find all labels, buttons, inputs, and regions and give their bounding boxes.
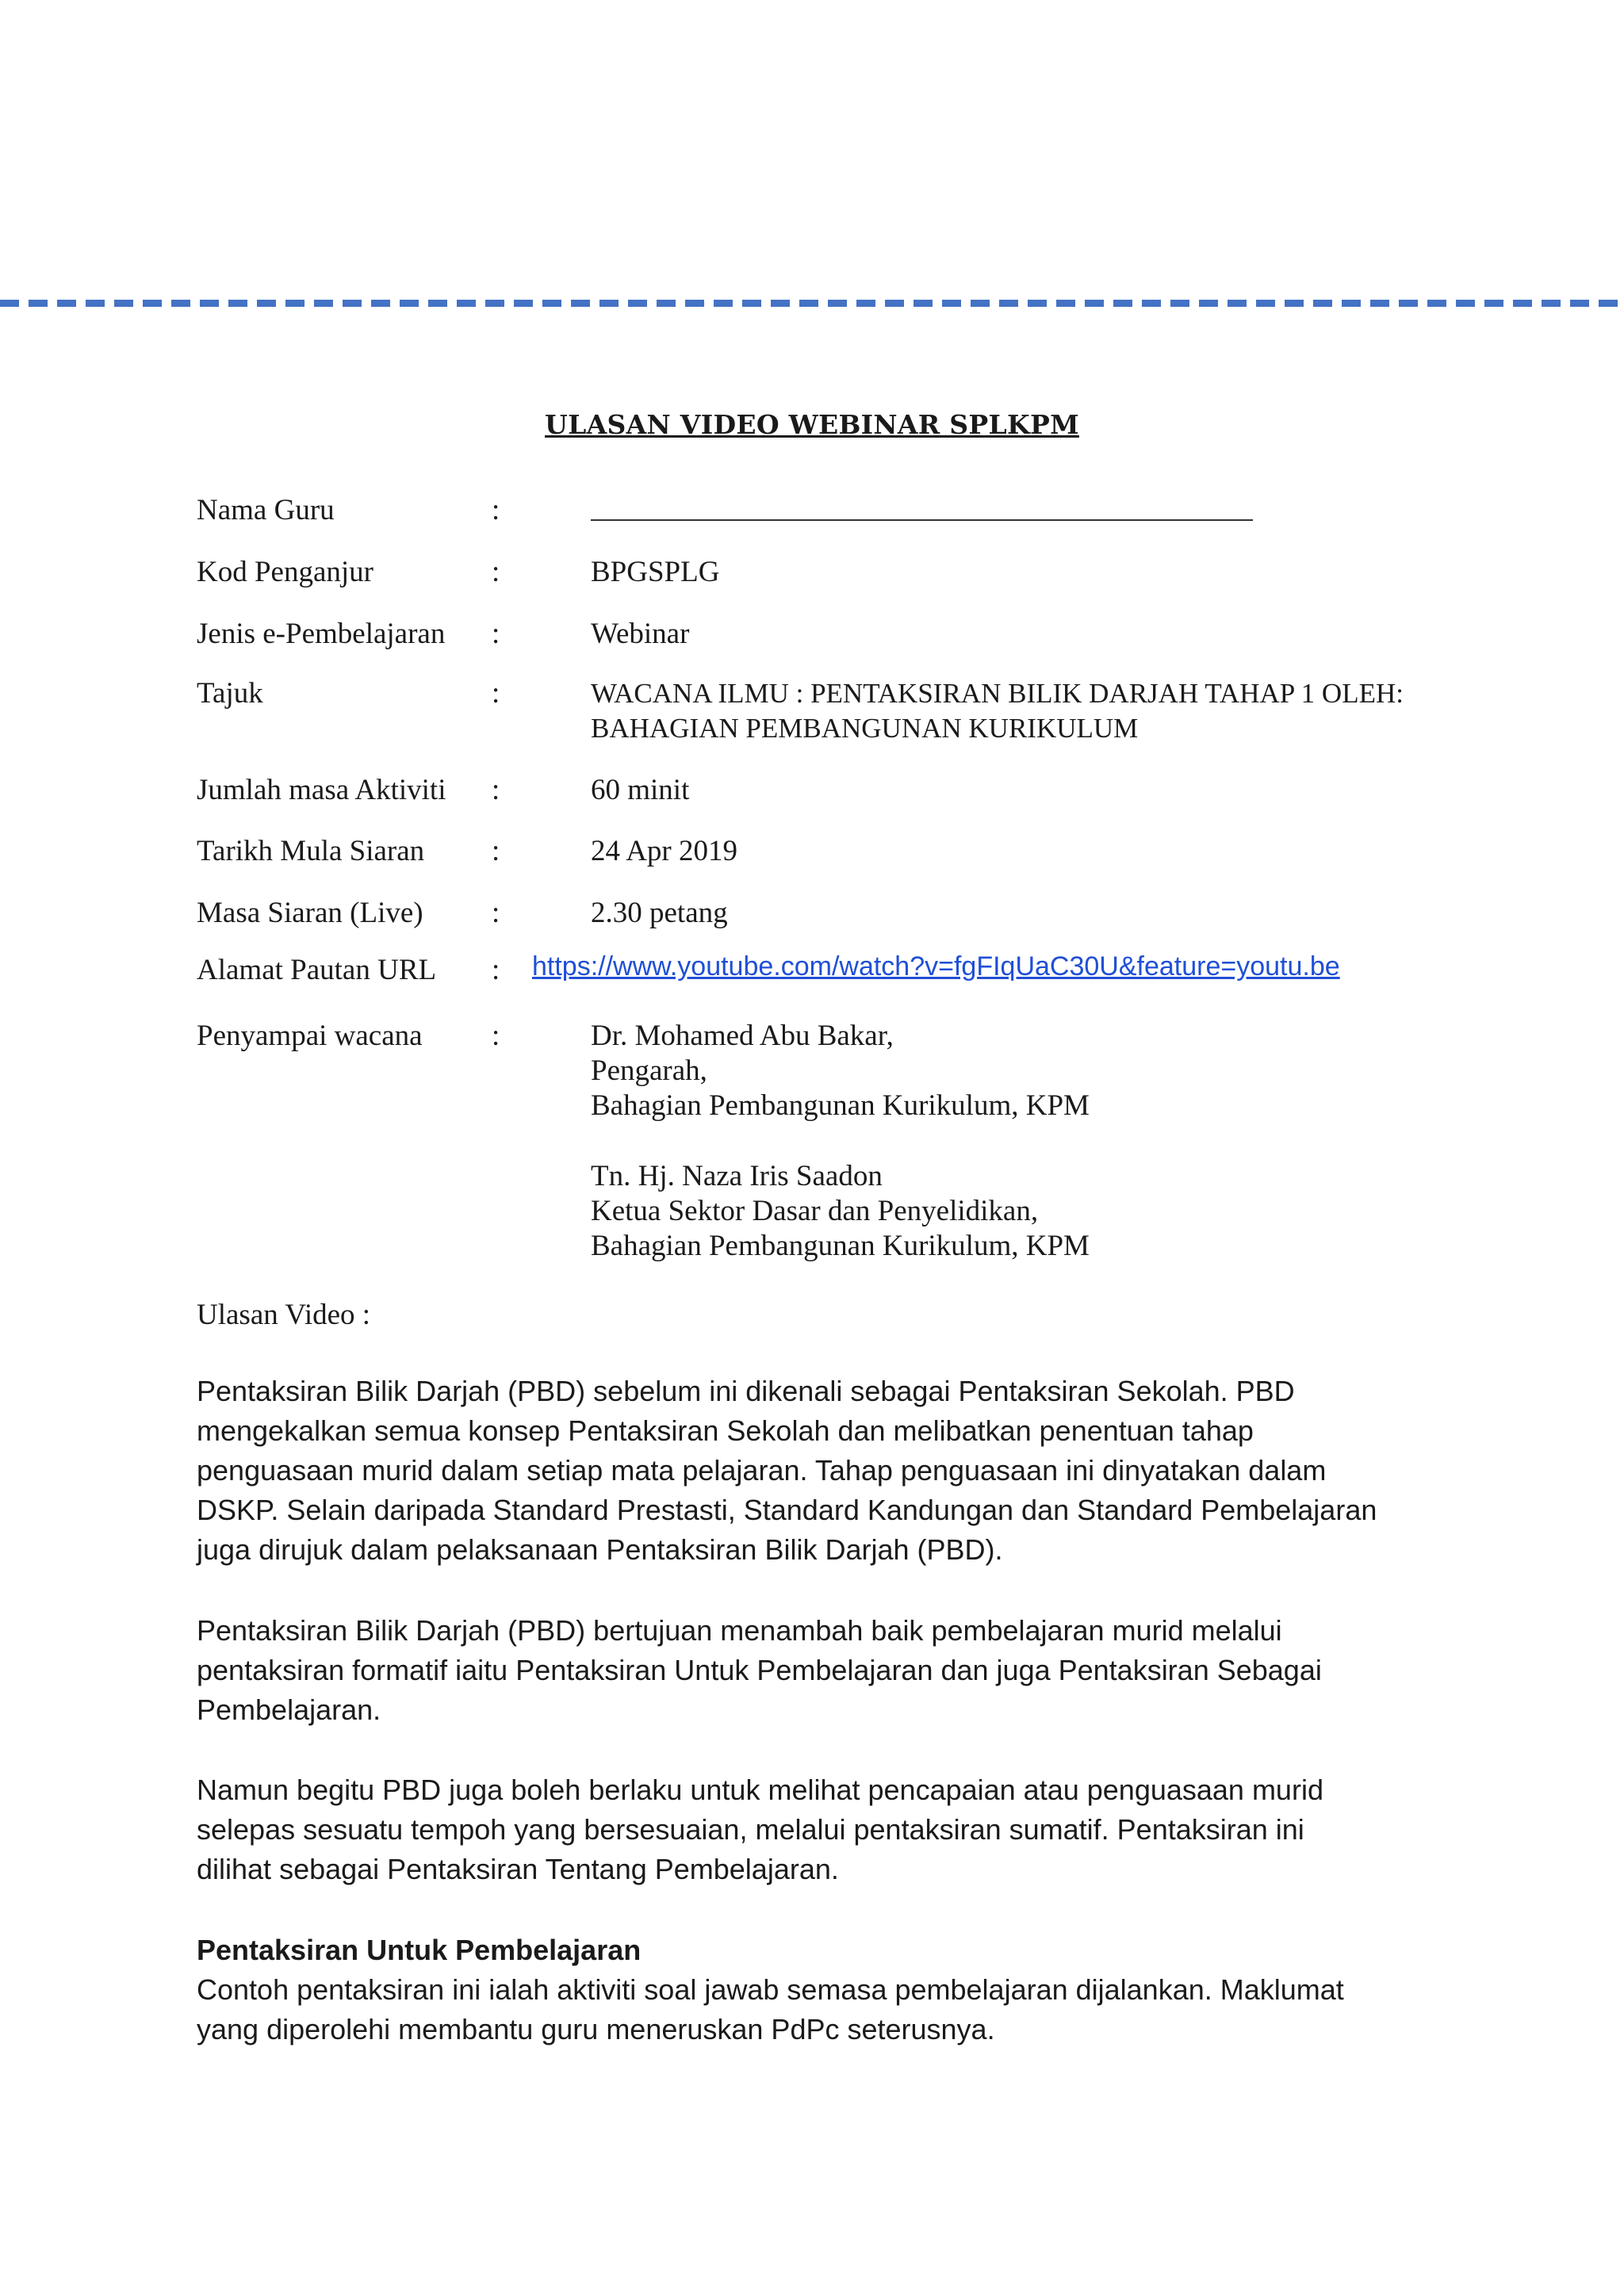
document-title: ULASAN VIDEO WEBINAR SPLKPM [545,409,1079,440]
nama-guru-blank-line[interactable] [591,519,1253,521]
field-label-masa-siaran: Masa Siaran (Live) [197,897,423,929]
field-value-masa-siaran: 2.30 petang [591,897,728,929]
paragraph-line: yang diperolehi membantu guru meneruskan PdPc seterusnya. [197,2013,995,2045]
field-label-penyampai: Penyampai wacana [197,1020,423,1052]
field-label-jumlah-masa: Jumlah masa Aktiviti [197,774,446,806]
field-label-tarikh: Tarikh Mula Siaran [197,835,425,867]
paragraph-line: Pembelajaran. [197,1693,381,1726]
paragraph-final [197,1970,1426,2049]
paragraph-line: DSKP. Selain daripada Standard Prestasti, Standard Kandungan dan Standard Pembelajaran [197,1494,1377,1526]
speaker-2-name: Tn. Hj. Naza Iris Saadon [591,1160,883,1192]
dashed-separator [0,300,1624,307]
paragraph-line: juga dirujuk dalam pelaksanaan Pentaksiran Bilik Darjah (PBD). [197,1533,1003,1566]
paragraph-line: penguasaan murid dalam setiap mata pelajaran. Tahap penguasaan ini dinyatakan dalam [197,1454,1327,1487]
field-colon: : [492,677,500,710]
field-label-nama-guru: Nama Guru [197,494,335,526]
speaker-1-title: Pengarah, [591,1054,707,1087]
field-colon: : [492,897,500,929]
paragraph-line: selepas sesuatu tempoh yang bersesuaian, melalui pentaksiran sumatif. Pentaksiran ini [197,1813,1304,1846]
field-colon: : [492,954,500,986]
field-colon: : [492,774,500,806]
field-colon: : [492,556,500,588]
field-colon: : [492,835,500,867]
paragraph-line: Contoh pentaksiran ini ialah aktiviti soal jawab semasa pembelajaran dijalankan. Maklumat [197,1973,1344,2006]
paragraph-1 [197,1372,1426,1570]
paragraph-line: Pentaksiran Bilik Darjah (PBD) sebelum ini dikenali sebagai Pentaksiran Sekolah. PBD [197,1375,1295,1407]
field-value-tajuk-line-1: WACANA ILMU : PENTAKSIRAN BILIK DARJAH TAHAP 1 OLEH: [591,678,1404,709]
field-value-jumlah-masa: 60 minit [591,774,690,806]
field-value-tajuk-line-2: BAHAGIAN PEMBANGUNAN KURIKULUM [591,713,1139,744]
speaker-1-name: Dr. Mohamed Abu Bakar, [591,1020,894,1052]
paragraph-line: Pentaksiran Bilik Darjah (PBD) bertujuan menambah baik pembelajaran murid melalui [197,1614,1282,1647]
field-value-tarikh: 24 Apr 2019 [591,835,737,867]
paragraph-3 [197,1770,1426,1889]
speaker-1-org: Bahagian Pembangunan Kurikulum, KPM [591,1089,1090,1122]
video-url-link[interactable]: https://www.youtube.com/watch?v=fgFIqUaC30U&feature=youtu.be [532,951,1340,982]
paragraph-line: Namun begitu PBD juga boleh berlaku untuk melihat pencapaian atau penguasaan murid [197,1774,1323,1806]
speaker-2-org: Bahagian Pembangunan Kurikulum, KPM [591,1230,1090,1262]
speaker-2-title: Ketua Sektor Dasar dan Penyelidikan, [591,1195,1039,1227]
paragraph-line: dilihat sebagai Pentaksiran Tentang Pembelajaran. [197,1853,839,1885]
section-subheading: Pentaksiran Untuk Pembelajaran [197,1934,642,1966]
field-colon: : [492,494,500,526]
paragraph-line: mengekalkan semua konsep Pentaksiran Sekolah dan melibatkan penentuan tahap [197,1414,1254,1447]
review-label: Ulasan Video : [197,1299,371,1331]
field-label-url: Alamat Pautan URL [197,954,437,986]
field-value-kod-penganjur: BPGSPLG [591,556,720,588]
paragraph-2 [197,1611,1426,1730]
field-colon: : [492,618,500,650]
field-colon: : [492,1020,500,1052]
field-label-kod-penganjur: Kod Penganjur [197,556,373,588]
field-label-jenis: Jenis e-Pembelajaran [197,618,446,650]
field-label-tajuk: Tajuk [197,677,263,710]
field-value-jenis: Webinar [591,618,690,650]
paragraph-line: pentaksiran formatif iaitu Pentaksiran Untuk Pembelajaran dan juga Pentaksiran Sebagai [197,1654,1322,1686]
